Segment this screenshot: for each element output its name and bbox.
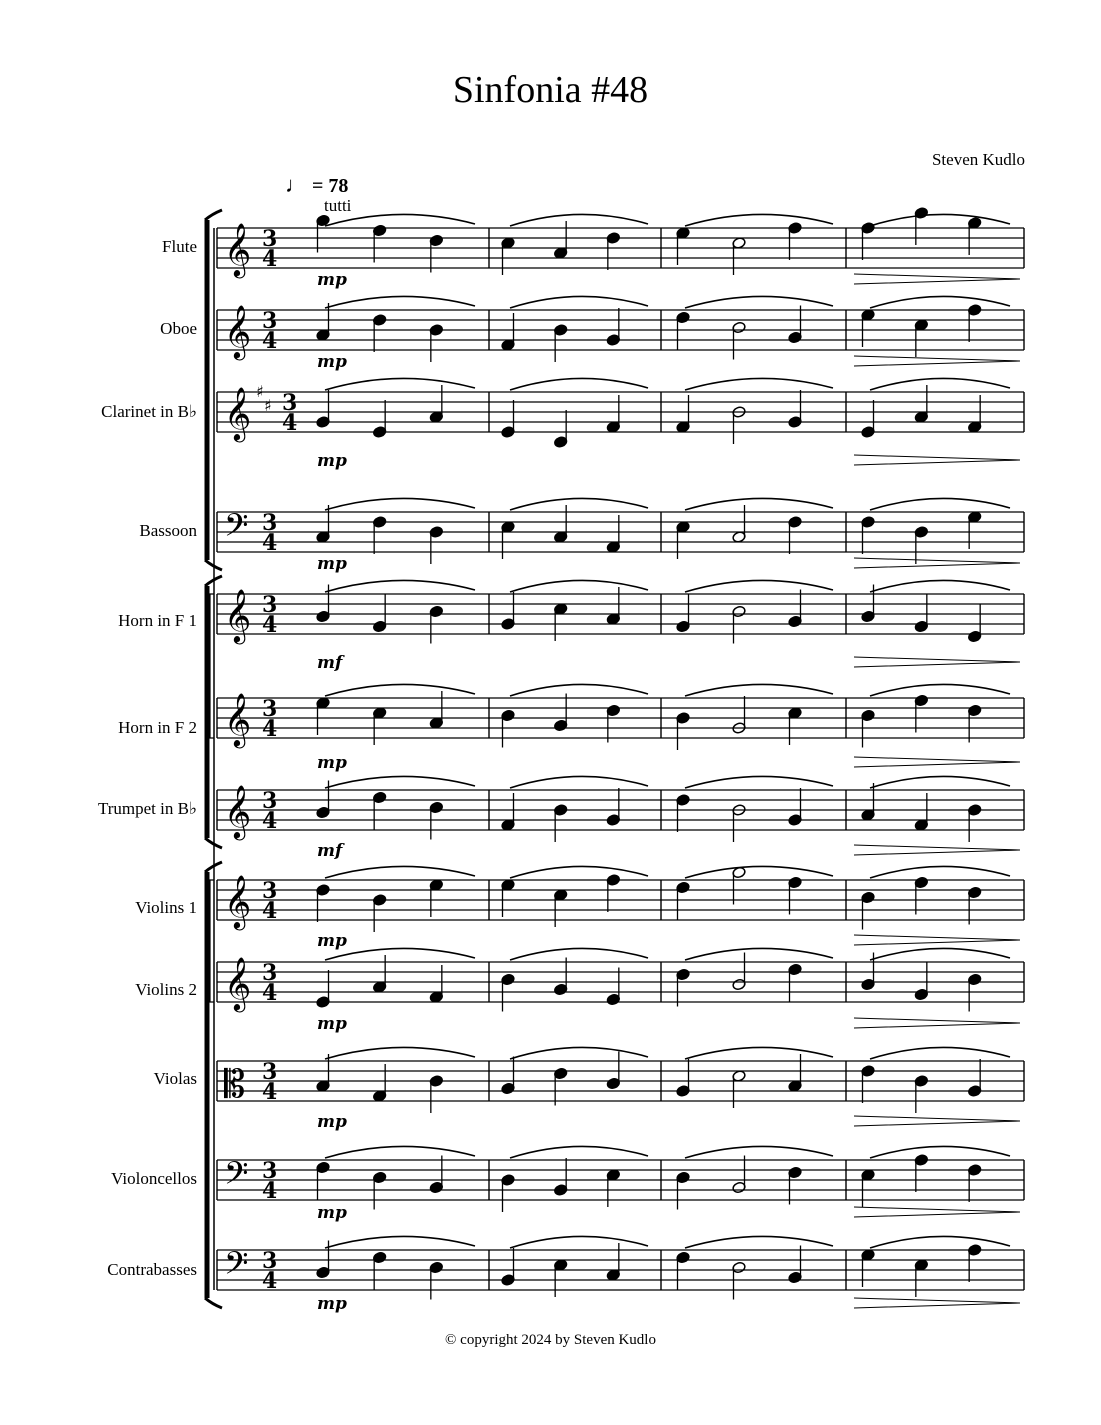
decrescendo-hairpin (854, 558, 1020, 568)
slur (870, 948, 1010, 960)
time-signature-bottom: 4 (282, 410, 298, 436)
dynamic-marking: mp (317, 352, 347, 372)
slur (325, 580, 475, 592)
slur (870, 866, 1010, 878)
slur (685, 866, 833, 878)
slur (325, 684, 475, 696)
time-signature-bottom: 4 (262, 328, 278, 354)
time-signature-bottom: 4 (262, 716, 278, 742)
slur (325, 498, 475, 510)
slur (685, 378, 833, 390)
time-signature-top: 3 (262, 696, 278, 722)
page-title: Sinfonia #48 (452, 69, 649, 111)
instrument-name: Bassoon (139, 521, 197, 540)
slur (510, 580, 648, 592)
slur (685, 296, 833, 308)
dynamic-marking: mp (317, 1112, 347, 1132)
slur (510, 296, 648, 308)
time-signature-top: 3 (262, 1158, 278, 1184)
decrescendo-hairpin (854, 455, 1020, 465)
treble-clef-icon: 𝄞 (224, 386, 252, 440)
slur (685, 580, 833, 592)
time-signature-top: 3 (262, 308, 278, 334)
time-signature-top: 3 (262, 878, 278, 904)
staff (217, 296, 1024, 372)
dynamic-marking: mp (317, 1203, 347, 1223)
staff (217, 1146, 1024, 1223)
instrument-name: Clarinet in B♭ (101, 402, 197, 421)
tempo-value: = 78 (312, 175, 349, 197)
slur (510, 214, 648, 226)
dynamic-marking: mp (317, 1014, 347, 1034)
quarter-note-icon: ♩ (285, 172, 307, 197)
treble-clef-icon: 𝄞 (224, 222, 252, 276)
instrument-name: Trumpet in B♭ (97, 799, 197, 818)
time-signature-bottom: 4 (262, 612, 278, 638)
slur (870, 1236, 1010, 1248)
time-signature-bottom: 4 (262, 898, 278, 924)
slur (870, 776, 1010, 788)
time-signature-top: 3 (262, 1248, 278, 1274)
slur (870, 1146, 1010, 1158)
slur (685, 776, 833, 788)
instrument-name: Horn in F 1 (118, 611, 197, 630)
time-signature-bottom: 4 (262, 808, 278, 834)
time-signature-bottom: 4 (262, 246, 278, 272)
instrument-name: Violins 1 (135, 898, 197, 917)
slur (685, 948, 833, 960)
instrument-name: Flute (162, 237, 197, 256)
instrument-name: Horn in F 2 (118, 718, 197, 737)
dynamic-marking: mp (317, 554, 347, 574)
composer-name: Steven Kudlo (931, 150, 1025, 169)
slur (685, 684, 833, 696)
slur (870, 214, 1010, 226)
slur (325, 378, 475, 390)
slur (685, 1047, 833, 1059)
staff (217, 1236, 1024, 1314)
staff (217, 776, 1024, 861)
bass-clef-icon: 𝄢 (224, 1155, 249, 1199)
sharp-icon: ♯ (264, 396, 272, 415)
bracket-hook-bottom (205, 1298, 222, 1308)
time-signature-top: 3 (262, 960, 278, 986)
slur (870, 498, 1010, 510)
dynamic-marking: mf (317, 841, 343, 861)
expression-text: tutti (324, 196, 352, 215)
slur (510, 776, 648, 788)
bass-clef-icon: 𝄢 (224, 507, 249, 551)
slur (325, 776, 475, 788)
instrument-name: Violins 2 (135, 980, 197, 999)
decrescendo-hairpin (854, 757, 1020, 767)
staff (217, 866, 1024, 951)
decrescendo-hairpin (854, 935, 1020, 945)
staff (217, 948, 1024, 1034)
bass-clef-icon: 𝄢 (224, 1245, 249, 1289)
instrument-name: Contrabasses (107, 1260, 197, 1279)
slur (870, 378, 1010, 390)
time-signature-bottom: 4 (262, 530, 278, 556)
dynamic-marking: mp (317, 270, 347, 290)
dynamic-marking: mp (317, 451, 347, 471)
decrescendo-hairpin (854, 1116, 1020, 1126)
slur (870, 684, 1010, 696)
slur (510, 684, 648, 696)
treble-clef-icon: 𝄞 (224, 304, 252, 358)
alto-clef-icon: 𝄡 (224, 1062, 246, 1106)
time-signature-top: 3 (262, 592, 278, 618)
staff (217, 498, 1024, 574)
treble-clef-icon: 𝄞 (224, 956, 252, 1010)
time-signature-bottom: 4 (262, 980, 278, 1006)
decrescendo-hairpin (854, 1207, 1020, 1217)
decrescendo-hairpin (854, 274, 1020, 284)
decrescendo-hairpin (854, 356, 1020, 366)
decrescendo-hairpin (854, 845, 1020, 855)
treble-clef-icon: 𝄞 (224, 874, 252, 928)
slur (325, 948, 475, 960)
staff (217, 580, 1024, 673)
treble-clef-icon: 𝄞 (224, 588, 252, 642)
dynamic-marking: mp (317, 1294, 347, 1314)
slur (510, 1146, 648, 1158)
sharp-icon: ♯ (256, 382, 264, 401)
decrescendo-hairpin (854, 657, 1020, 667)
dynamic-marking: mp (317, 753, 347, 773)
slur (870, 580, 1010, 592)
slur (510, 498, 648, 510)
slur (325, 1146, 475, 1158)
time-signature-bottom: 4 (262, 1268, 278, 1294)
staff (217, 378, 1024, 471)
slur (685, 214, 833, 226)
staff (217, 1047, 1024, 1132)
slur (685, 1146, 833, 1158)
time-signature-top: 3 (262, 226, 278, 252)
staff (217, 207, 1024, 290)
time-signature-top: 3 (282, 390, 298, 416)
slur (510, 866, 648, 878)
slur (325, 296, 475, 308)
slur (325, 214, 475, 226)
decrescendo-hairpin (854, 1298, 1020, 1308)
dynamic-marking: mf (317, 653, 343, 673)
slur (510, 378, 648, 390)
slur (870, 296, 1010, 308)
treble-clef-icon: 𝄞 (224, 692, 252, 746)
time-signature-bottom: 4 (262, 1079, 278, 1105)
slur (870, 1047, 1010, 1059)
instrument-name: Oboe (160, 319, 197, 338)
slur (510, 1047, 648, 1059)
slur (510, 948, 648, 960)
staff (217, 684, 1024, 773)
time-signature-top: 3 (262, 1059, 278, 1085)
decrescendo-hairpin (854, 1018, 1020, 1028)
treble-clef-icon: 𝄞 (224, 784, 252, 838)
instrument-name: Violas (153, 1069, 197, 1088)
bracket-hook-top (205, 210, 222, 220)
slur (685, 1236, 833, 1248)
slur (510, 1236, 648, 1248)
time-signature-top: 3 (262, 510, 278, 536)
slur (325, 866, 475, 878)
slur (685, 498, 833, 510)
slur (325, 1047, 475, 1059)
time-signature-bottom: 4 (262, 1178, 278, 1204)
time-signature-top: 3 (262, 788, 278, 814)
copyright-notice: © copyright 2024 by Steven Kudlo (445, 1332, 656, 1348)
slur (325, 1236, 475, 1248)
instrument-name: Violoncellos (111, 1169, 197, 1188)
dynamic-marking: mp (317, 931, 347, 951)
